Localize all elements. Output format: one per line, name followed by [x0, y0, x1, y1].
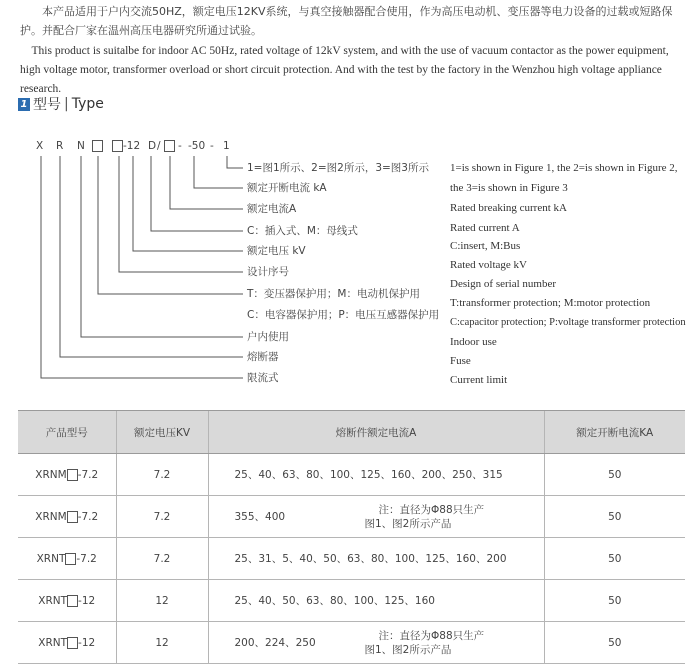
legend-en-fuse: Fuse	[450, 355, 471, 367]
cell-voltage: 7.2	[116, 454, 208, 496]
intro-english: This product is suitalbe for indoor AC 50Hz, rated voltage of 12kV system, and with the use of vacuum contactor as the power equipment, high voltage motor, transformer overload or short circuit protection. And with the test by the factory in the Wenzhou high voltage appliance research.	[20, 45, 669, 95]
cell-voltage: 12	[116, 622, 208, 664]
intro-chinese: 本产品适用于户内交流50HZ，额定电压12KV系统，与真空接触器配合使用，作为高压电动机、变压器等电力设备的过载或短路保护。并配合厂家在温州高压电器研究所通过试验。	[20, 5, 673, 37]
cell-model: XRNT -7.2	[18, 538, 116, 580]
cell-current: 200、224、250 注：直径为Φ88只生产 图1、图2所示产品	[208, 622, 544, 664]
code-slash: /	[157, 140, 161, 152]
legend-en-insert-bus: C:insert, M:Bus	[450, 240, 521, 252]
legend-en-breaking-current: Rated breaking current kA	[450, 202, 567, 214]
section-title-cn: 型号	[33, 97, 61, 113]
cell-model: XRNT -12	[18, 580, 116, 622]
spec-table	[18, 410, 685, 664]
legend-cn-fuse: 熔断器	[247, 351, 279, 363]
cell-current: 355、400 注：直径为Φ88只生产 图1、图2所示产品	[208, 496, 544, 538]
cell-voltage: 12	[116, 580, 208, 622]
cell-breaking: 50	[544, 538, 685, 580]
legend-en-serial: Design of serial number	[450, 278, 556, 290]
legend-cn-breaking-current: 额定开断电流 kA	[247, 182, 327, 194]
cell-model: XRNM -7.2	[18, 454, 116, 496]
cell-current: 25、40、63、80、100、125、160、200、250、315	[208, 454, 544, 496]
legend-cn-indoor: 户内使用	[247, 331, 289, 343]
code-voltage: -12	[123, 140, 141, 152]
table-row	[18, 454, 685, 496]
cell-breaking: 50	[544, 454, 685, 496]
legend-cn-protection-cp: C：电容器保护用；P：电压互感器保护用	[247, 309, 440, 321]
table-row	[18, 538, 685, 580]
legend-en-figure-2: the 3=is shown in Figure 3	[450, 182, 568, 194]
legend-en-rated-voltage: Rated voltage kV	[450, 259, 527, 271]
code-letter-d: D	[148, 140, 157, 152]
legend-en-current-limit: Current limit	[450, 374, 508, 386]
cell-breaking: 50	[544, 622, 685, 664]
legend-cn-serial: 设计序号	[247, 266, 289, 278]
table-row	[18, 580, 685, 622]
header-current: 熔断件额定电流A	[208, 411, 544, 454]
cell-breaking: 50	[544, 496, 685, 538]
legend-cn-insert-bus: C：插入式、M：母线式	[247, 225, 358, 237]
code-letter-r: R	[56, 140, 64, 152]
code-letter-x: X	[36, 140, 44, 152]
code-letter-n: N	[77, 140, 85, 152]
legend-en-protection-tm: T:transformer protection; M:motor protection	[450, 297, 651, 309]
header-breaking: 额定开断电流KA	[544, 411, 685, 454]
table-row	[18, 622, 685, 664]
note-line-2: 图1、图2所示产品	[364, 643, 452, 656]
title-separator: |	[64, 96, 69, 112]
cell-current: 25、40、50、63、80、100、125、160	[208, 580, 544, 622]
section-title-en: Type	[71, 96, 104, 112]
legend-cn-figure: 1=图1所示、2=图2所示，3=图3所示	[247, 162, 429, 174]
code-current: -50	[188, 140, 206, 152]
legend-cn-current-limit: 限流式	[247, 372, 279, 384]
table-header-row	[18, 411, 685, 454]
code-dash: -	[178, 140, 182, 152]
code-figure: 1	[223, 140, 230, 152]
legend-en-figure-1: 1=is shown in Figure 1, the 2=is shown in Figure 2,	[450, 162, 678, 174]
header-model: 产品型号	[18, 411, 116, 454]
cell-current: 25、31、5、40、50、63、80、100、125、160、200	[208, 538, 544, 580]
code-dash-2: -	[210, 140, 214, 152]
legend-en-rated-current: Rated current A	[450, 222, 520, 234]
header-voltage: 额定电压KV	[116, 411, 208, 454]
legend-cn-protection-tm: T：变压器保护用；M：电动机保护用	[247, 288, 420, 300]
note-line-1: 注：直径为Φ88只生产	[378, 629, 485, 642]
legend-en-protection-cp: C:capacitor protection; P:voltage transformer protection	[450, 317, 686, 328]
cell-voltage: 7.2	[116, 496, 208, 538]
table-row	[18, 496, 685, 538]
cell-model: XRNM -7.2	[18, 496, 116, 538]
legend-cn-rated-current: 额定电流A	[247, 203, 297, 215]
cell-model: XRNT -12	[18, 622, 116, 664]
legend-en-indoor: Indoor use	[450, 336, 497, 348]
legend-cn-rated-voltage: 额定电压 kV	[247, 245, 306, 257]
note-line-1: 注：直径为Φ88只生产	[378, 503, 485, 516]
note-line-2: 图1、图2所示产品	[364, 517, 452, 530]
section-number-badge: 1	[18, 98, 30, 111]
cell-voltage: 7.2	[116, 538, 208, 580]
cell-breaking: 50	[544, 580, 685, 622]
